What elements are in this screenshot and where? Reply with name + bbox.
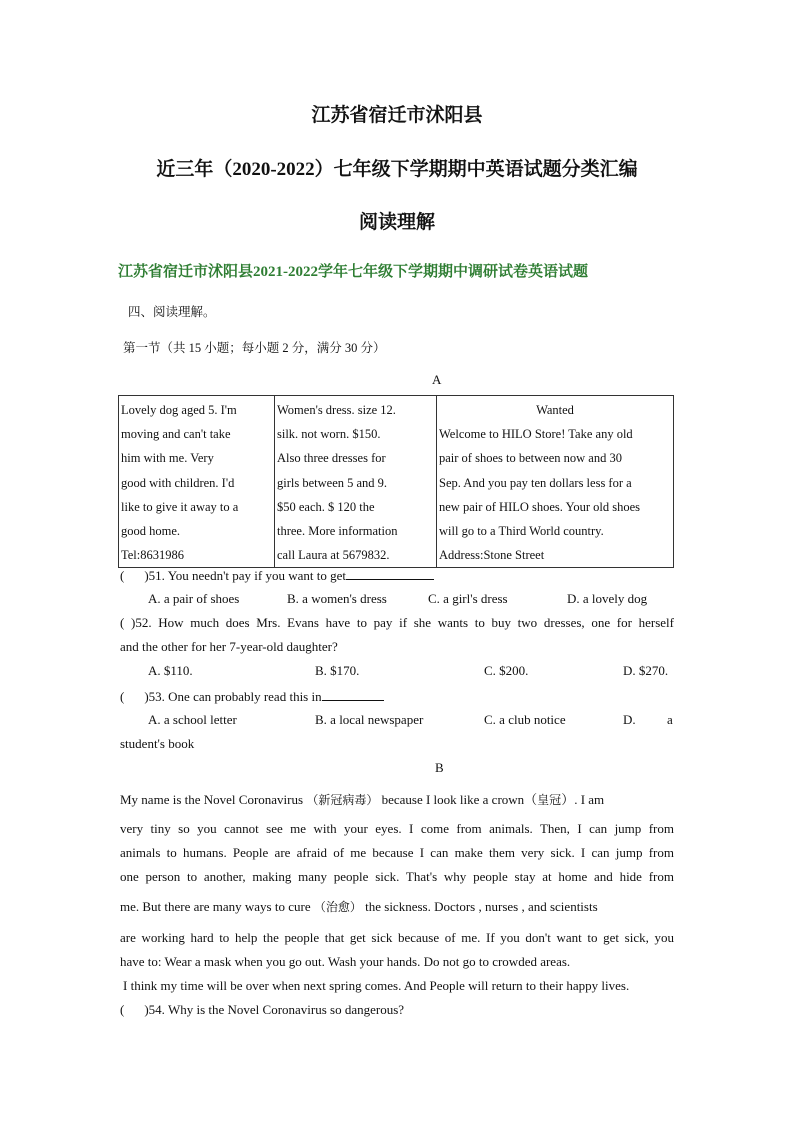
question-text: )53. One can probably read this in — [144, 689, 322, 704]
passage-a-label: A — [432, 372, 442, 387]
question-51 — [120, 567, 434, 584]
ad-line: moving and can't take — [121, 427, 231, 442]
option: A. a school letter — [148, 712, 237, 727]
passage-b-line — [120, 789, 674, 808]
ad-line: good with children. I'd — [121, 475, 235, 490]
section-heading: 四、阅读理解。 — [128, 305, 216, 319]
ad-wanted-title: Wanted — [536, 403, 574, 417]
question-53 — [120, 688, 384, 705]
ad-wanted — [437, 396, 674, 568]
ad-line: good home. — [121, 524, 181, 539]
ad-dress — [275, 396, 437, 568]
ad-line: pair of shoes to between now and 30 — [439, 451, 622, 466]
ad-line: Women's dress. size 12. — [277, 403, 396, 417]
ad-line: Sep. And you pay ten dollars less for a — [439, 475, 632, 490]
ad-line: him with me. Very — [121, 451, 214, 466]
passage-b-line: animals to humans. People are afraid of me because I can make them very sick. I can jump from — [120, 845, 674, 860]
option: D. $270. — [623, 663, 669, 678]
section-title: 阅读理解 — [358, 212, 435, 233]
passage-b-line: are working hard to help the people that get sick because of me. If you don't want to get sick, you — [120, 930, 674, 945]
option: C. a club notice — [484, 712, 566, 727]
ad-line: Welcome to HILO Store! Take any old — [439, 427, 633, 442]
option-continuation: student's book — [120, 736, 195, 751]
option: D. — [623, 712, 636, 727]
ad-line: $50 each. $ 120 the — [277, 499, 375, 514]
part-instructions: 第一节（共 15 小题；每小题 2 分，满分 30 分） — [123, 341, 386, 355]
document-subtitle: 近三年（2020-2022）七年级下学期期中英语试题分类汇编 — [156, 159, 638, 180]
ad-line: Also three dresses for — [277, 451, 386, 466]
option: C. a girl's dress — [428, 591, 508, 606]
answer-blank — [346, 567, 434, 580]
passage-b-label: B — [435, 760, 444, 775]
question-text: )54. Why is the Novel Coronavirus so dangerous? — [144, 1002, 405, 1017]
passage-text: My name is the Novel Coronavirus — [120, 792, 304, 807]
passage-text: the sickness. Doctors , nurses , and scientists — [365, 899, 598, 914]
option: A. $110. — [148, 663, 193, 678]
ad-line: three. More information — [277, 524, 398, 539]
passage-text: because I look like a crown（ — [381, 792, 538, 807]
option: C. $200. — [484, 663, 529, 678]
option: B. $170. — [315, 663, 360, 678]
passage-b-line: very tiny so you cannot see me with your eyes. I come from animals. Then, I can jump from — [120, 821, 674, 836]
answer-bracket: ( — [120, 689, 125, 704]
question-54 — [120, 1002, 404, 1018]
option: B. a local newspaper — [315, 712, 424, 727]
passage-text: me. But there are many ways to cure — [120, 899, 311, 914]
option: D. a lovely dog — [567, 591, 648, 606]
passage-b-line: one person to another, making many people sick. That's why people stay at home and hide from — [120, 869, 674, 884]
ad-dog — [119, 396, 275, 568]
question-52-cont: and the other for her 7-year-old daughter? — [120, 639, 338, 654]
passage-text: ）. I am — [561, 792, 605, 807]
chinese-gloss: （新冠病毒） — [306, 793, 379, 807]
passage-b-line — [120, 898, 598, 915]
option-cont: a — [667, 712, 673, 727]
ad-line: silk. not worn. $150. — [277, 427, 381, 442]
ad-line: Tel:8631986 — [121, 548, 185, 563]
ad-line: will go to a Third World country. — [439, 524, 604, 539]
exam-source-heading: 江苏省宿迁市沭阳县2021-2022学年七年级下学期期中调研试卷英语试题 — [118, 264, 588, 280]
document-title: 江苏省宿迁市沭阳县 — [311, 105, 483, 126]
chinese-gloss: （治愈） — [313, 900, 362, 914]
ad-line: Address:Stone Street — [439, 548, 545, 563]
option: A. a pair of shoes — [148, 591, 240, 606]
ad-line: Lovely dog aged 5. I'm — [121, 403, 237, 417]
ads-table — [118, 395, 674, 568]
passage-b-line: have to: Wear a mask when you go out. Wash your hands. Do not go to crowded areas. — [120, 954, 571, 969]
answer-bracket: ( — [120, 568, 125, 583]
option: B. a women's dress — [287, 591, 387, 606]
question-text: )51. You needn't pay if you want to get — [144, 568, 346, 583]
question-52: ( )52. How much does Mrs. Evans have to pay if she wants to buy two dresses, one for herself — [120, 615, 674, 630]
ad-line: new pair of HILO shoes. Your old shoes — [439, 499, 641, 514]
ad-line: call Laura at 5679832. — [277, 548, 390, 563]
answer-bracket: ( — [120, 1002, 125, 1017]
chinese-gloss: 皇冠 — [537, 793, 562, 807]
answer-blank — [322, 688, 384, 701]
ad-line: like to give it away to a — [121, 499, 239, 514]
passage-b-line: I think my time will be over when next spring comes. And People will return to their happy lives. — [123, 978, 630, 993]
ad-line: girls between 5 and 9. — [277, 475, 388, 490]
